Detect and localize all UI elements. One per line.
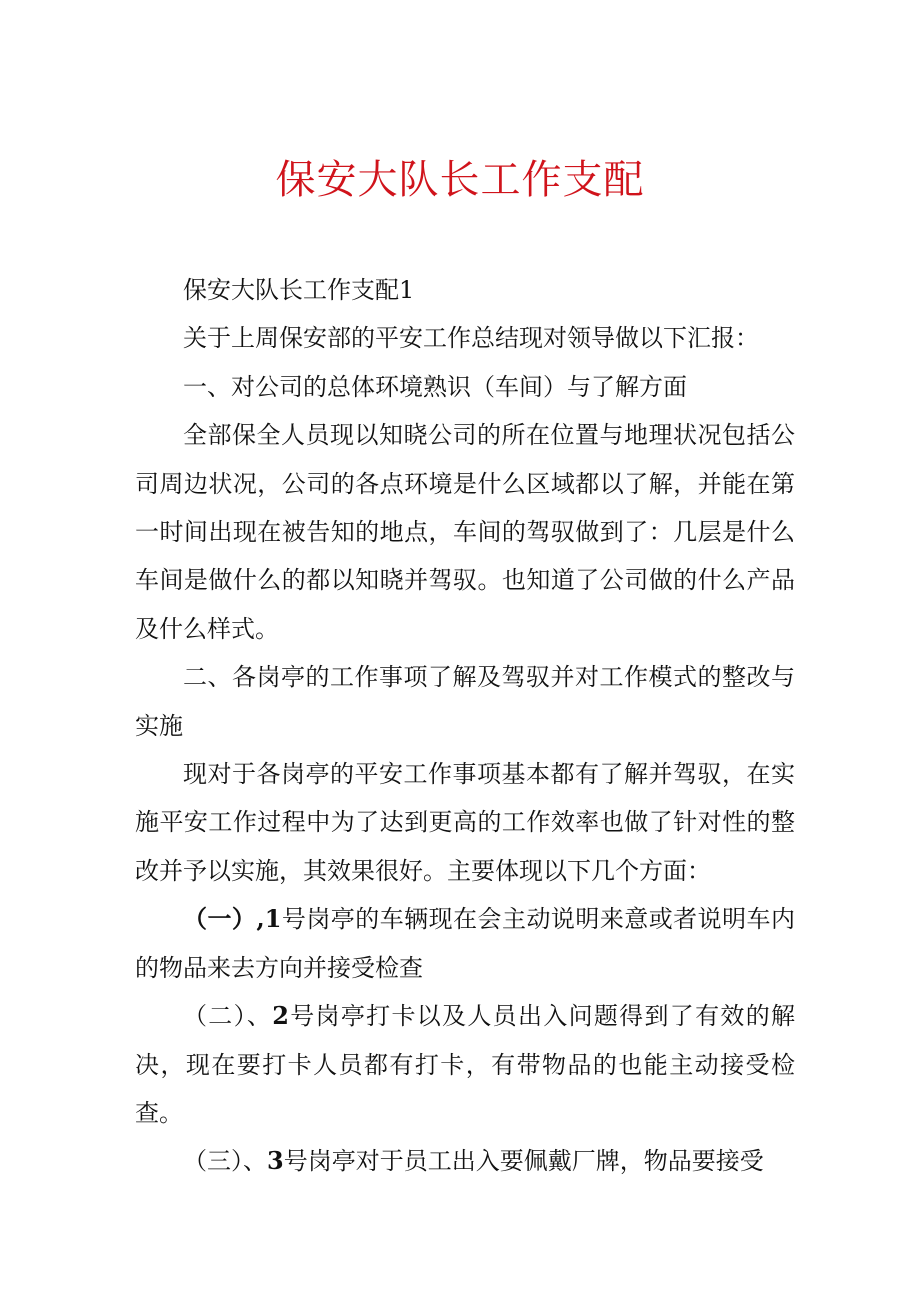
paragraph-environment: 全部保全人员现以知晓公司的所在位置与地理状况包括公司周边状况，公司的各点环境是什么区域都以了解，并能在第一时间出现在被告知的地点，车间的驾驭做到了：几层是什么车间是做什么的都以知晓并驾驭。也知道了公司做的什么产品及什么样式。 bbox=[135, 421, 795, 643]
list-item bbox=[135, 895, 795, 992]
list-item bbox=[135, 992, 795, 1137]
document-title: 保安大队长工作支配 bbox=[275, 157, 645, 203]
paragraph-posts: 现对于各岗亭的平安工作事项基本都有了解并驾驭，在实施平安工作过程中为了达到更高的工作效率也做了针对性的整改并予以实施，其效果很好。主要体现以下几个方面： bbox=[135, 760, 795, 885]
section-heading: 保安大队长工作支配1 bbox=[183, 276, 415, 304]
list-item-number: 3 bbox=[267, 1146, 284, 1176]
list-item-text: 号岗亭对于员工出入要佩戴厂牌，物品要接受 bbox=[283, 1147, 764, 1176]
list-item-text: 号岗亭打卡以及人员出入问题得到了有效的解决，现在要打卡人员都有打卡，有带物品的也能主动接受检查。 bbox=[135, 1002, 796, 1127]
list-item bbox=[135, 1137, 795, 1185]
subheading-two: 二、各岗亭的工作事项了解及驾驭并对工作模式的整改与实施 bbox=[135, 663, 795, 740]
subheading-one: 一、对公司的总体环境熟识（车间）与了解方面 bbox=[183, 372, 687, 401]
list-item-number: ,1 bbox=[256, 904, 282, 934]
list-item-prefix: （一） bbox=[183, 904, 257, 934]
list-item-text: 号岗亭的车辆现在会主动说明来意或者说明车内的物品来去方向并接受检查 bbox=[135, 905, 796, 982]
list-item-prefix: （三）、 bbox=[183, 1147, 267, 1176]
document-body bbox=[135, 266, 795, 1186]
intro-paragraph: 关于上周保安部的平安工作总结现对领导做以下汇报： bbox=[183, 324, 759, 353]
list-item-prefix: （二）、 bbox=[183, 1002, 273, 1031]
list-item-number: 2 bbox=[272, 1001, 289, 1031]
